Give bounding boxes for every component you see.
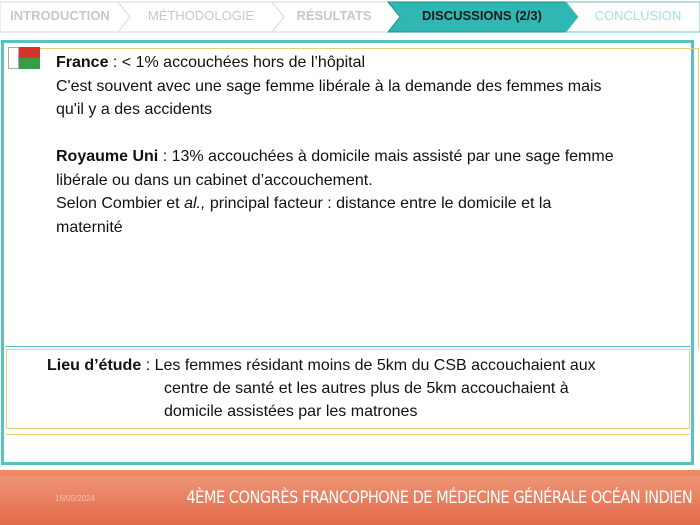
footer-bar <box>0 476 700 525</box>
france-line-3: qu'il y a des accidents <box>56 101 213 118</box>
nav-item-resultats[interactable]: RÉSULTATS <box>296 8 372 23</box>
lieu-line-3: domicile assistées par les matrones <box>164 403 418 420</box>
france-line-2: C'est souvent avec une sage femme libérale à la demande des femmes mais <box>56 77 602 95</box>
lieu-text-1: : Les femmes résidant moins de 5km du CSB accouchaient aux <box>141 357 596 374</box>
uk-text: : 13% accouchées à domicile mais assisté par une sage femme <box>158 148 614 165</box>
discussion-content <box>56 51 676 239</box>
france-text: : < 1% accouchées hors de l’hôpital <box>108 54 366 71</box>
congress-title: 4ÈME CONGRÈS FRANCOPHONE DE MÉDECINE GÉNÉRALE OCÉAN INDIEN <box>186 488 692 508</box>
france-label: France <box>56 54 109 71</box>
section-nav <box>0 0 700 34</box>
lieu-line-2: centre de santé et les autres plus de 5km accouchaient à <box>164 380 569 397</box>
section-separator <box>5 346 691 347</box>
nav-item-introduction[interactable]: INTRODUCTION <box>10 8 110 23</box>
combier-al: al., <box>184 195 206 212</box>
frame-bottom-rule <box>6 434 690 435</box>
uk-line-2: libérale ou dans un cabinet d’accouchement. <box>56 171 373 189</box>
madagascar-flag-icon <box>8 47 40 69</box>
combier-line-1 <box>56 192 676 216</box>
nav-item-methodologie[interactable]: MÉTHODOLOGIE <box>147 8 255 23</box>
france-line-1 <box>56 51 676 75</box>
combier-line-2: maternité <box>56 218 123 236</box>
footer-date: 16/05/2024 <box>55 494 96 503</box>
nav-item-conclusion[interactable]: CONCLUSION <box>594 8 682 23</box>
lieu-label: Lieu d’étude <box>47 357 142 374</box>
nav-item-discussions[interactable]: DISCUSSIONS (2/3) <box>422 8 542 23</box>
combier-post: principal facteur : distance entre le domicile et la <box>205 195 552 212</box>
lieu-line-1 <box>47 357 596 375</box>
uk-line-1 <box>56 145 676 169</box>
combier-pre: Selon Combier et <box>56 195 185 212</box>
uk-label: Royaume Uni <box>56 148 159 165</box>
